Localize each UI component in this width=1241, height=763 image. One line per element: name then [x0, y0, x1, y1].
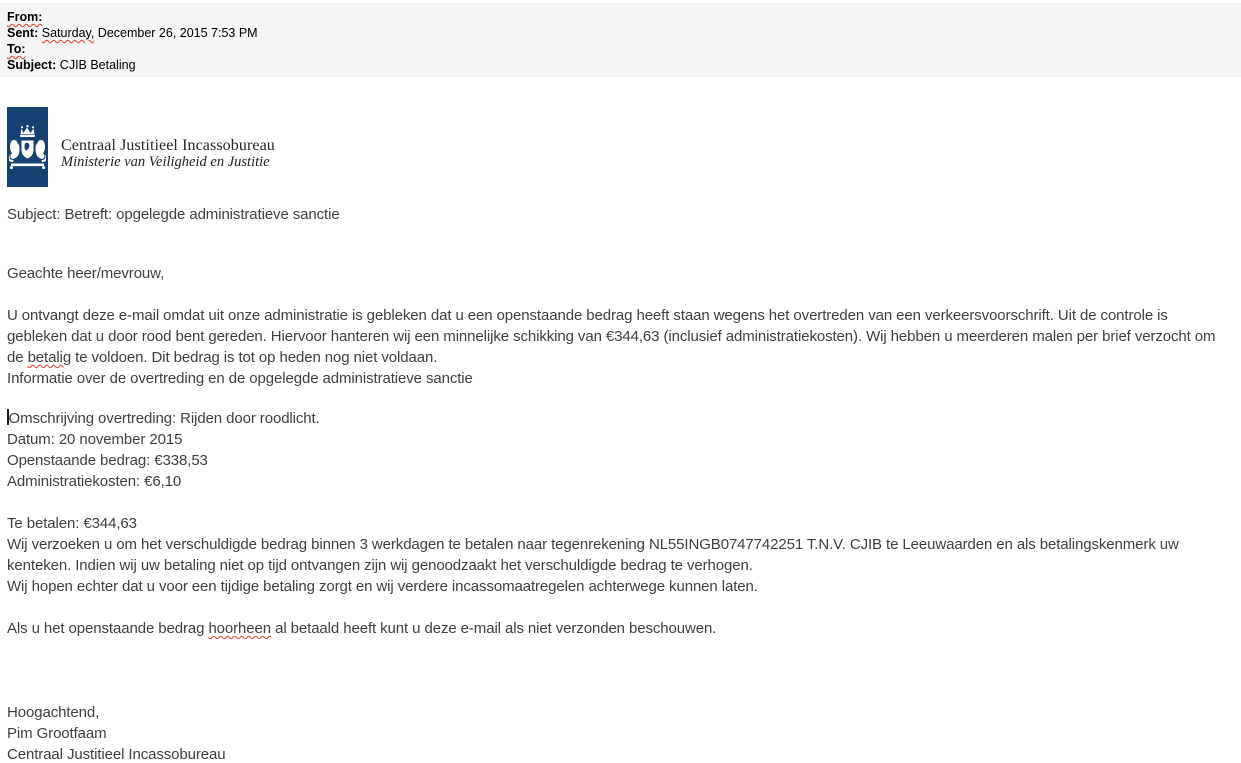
detail-administratiekosten: Administratiekosten: €6,10: [7, 473, 182, 490]
logo-text: [61, 107, 275, 170]
para1-line3: de betalig te voldoen. Dit bedrag is tot op heden nog niet voldaan.: [7, 349, 438, 366]
sent-value-rest: December 26, 2015 7:53 PM: [94, 26, 258, 40]
subject-field: [7, 57, 1241, 73]
to-label: To:: [7, 42, 26, 56]
from-label: From:: [7, 10, 43, 24]
sent-value-day: Saturday,: [41, 26, 95, 40]
para2-line1: Wij verzoeken u om het verschuldigde bedrag binnen 3 werkdagen te betalen naar tegenrekening NL55INGB0747742251 T.N.V. CJIB te Leeuwaarden en als betalingskenmerk uw: [7, 536, 1179, 553]
logo-org-name: Centraal Justitieel Incassobureau: [61, 137, 275, 154]
dutch-coat-of-arms-icon: [9, 125, 46, 175]
logo-ministry-name: Ministerie van Veiligheid en Justitie: [61, 154, 270, 170]
message-header: [0, 3, 1241, 77]
para2-line2: kenteken. Indien wij uw betaling niet op tijd ontvangen zijn wij genoodzaakt het verschuldigde bedrag te verhogen.: [7, 557, 753, 574]
para1-line2: gebleken dat u door rood bent gereden. Hiervoor hanteren wij een minnelijke schikking van €344,63 (inclusief administratiekosten). Wij hebben u meerderen malen per brief verzocht om: [7, 328, 1216, 345]
logo-ribbon: [7, 107, 48, 187]
from-field: [7, 9, 1241, 25]
to-field: [7, 41, 1241, 57]
salutation: Geachte heer/mevrouw,: [7, 265, 165, 282]
sent-field: [7, 25, 1241, 41]
signature-name: Pim Grootfaam: [7, 725, 107, 742]
sent-label: Sent:: [7, 26, 39, 40]
detail-datum: Datum: 20 november 2015: [7, 431, 183, 448]
para1-line1: U ontvangt deze e-mail omdat uit onze administratie is gebleken dat u een openstaande bedrag heeft staan wegens het overtreden van een verkeersvoorschrift. Uit de controle is: [7, 307, 1168, 324]
closing: Hoogachtend,: [7, 704, 100, 721]
cjib-logo: [7, 107, 275, 187]
te-betalen-line: Te betalen: €344,63: [7, 515, 137, 532]
subject-label: Subject:: [7, 58, 57, 72]
detail-omschrijving: Omschrijving overtreding: Rijden door roodlicht.: [8, 410, 320, 427]
misspelled-word-hoorheen: hoorheen: [208, 620, 272, 637]
signature-org: Centraal Justitieel Incassobureau: [7, 746, 226, 763]
subject-value: CJIB Betaling: [56, 58, 136, 72]
para1-line4: Informatie over de overtreding en de opgelegde administratieve sanctie: [7, 370, 473, 387]
body-subject-line: Subject: Betreft: opgelegde administratieve sanctie: [7, 206, 340, 223]
detail-openstaand-bedrag: Openstaande bedrag: €338,53: [7, 452, 208, 469]
para3-line: Als u het openstaande bedrag hoorheen al betaald heeft kunt u deze e-mail als niet verzonden beschouwen.: [7, 620, 717, 637]
para2-line3: Wij hopen echter dat u voor een tijdige betaling zorgt en wij verdere incassomaatregelen achterwege kunnen laten.: [7, 578, 758, 595]
email-body[interactable]: [7, 263, 1241, 763]
misspelled-word-betalig: betalig: [27, 349, 72, 366]
